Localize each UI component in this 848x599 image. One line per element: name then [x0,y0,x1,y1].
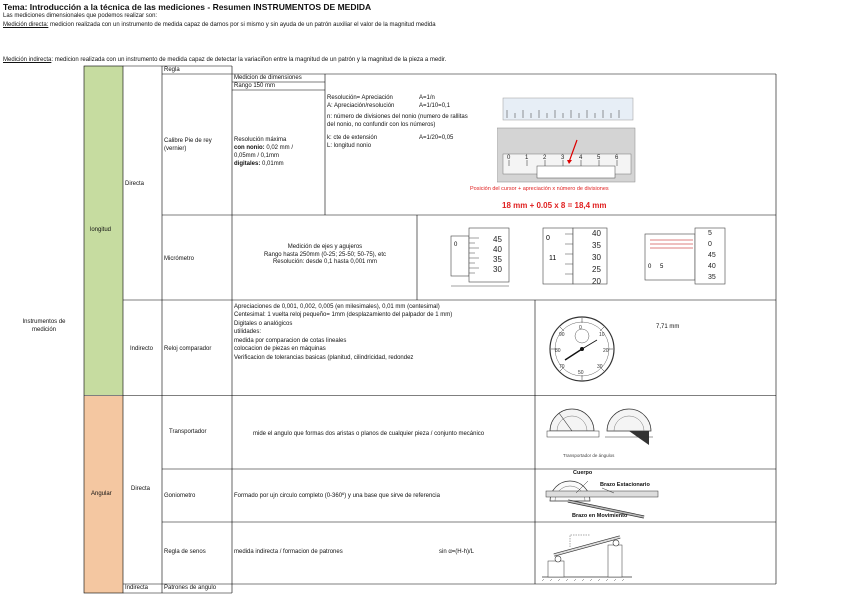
m2-r2: 30 [592,253,601,262]
formula-4-val: A=1/20=0,05 [419,135,454,141]
goniometro-text: Formado por ujn circulo completo (0-360º) y una base que sirve de referencia [234,493,440,499]
micrometer-2 [543,228,607,286]
instrument-goniometro: Goniometro [164,493,196,499]
type-directa: Directa [125,181,145,187]
indirect-label: Medición indirecta [3,57,52,63]
reloj-line4: utilidades: [234,329,262,335]
subtitle: Las mediciones dimensionales que podemos realizar son: [3,13,158,19]
regla-senos-formula: sin α=(H-h)/L [439,549,474,555]
indirect-text: : medicion realizada con un instrumento de medida capaz de detectar la variaciñon entre la magnitud de un patrón y la magnitud de la pieza a medir. [51,57,447,63]
formula-1-val: A=1/n [419,95,435,101]
calibre-medicion: Medicion de dimensiones [234,75,302,81]
vernier-num-3: 3 [561,155,565,161]
instrument-micrometro: Micrómetro [164,256,195,262]
reloj-line5: medida por comparacion de cotas lineales [234,338,347,344]
reloj-line6: colocacion de piezas en máquinas [234,346,326,352]
micrometro-desc [233,244,417,267]
formula-3: n: número de divisiones del nonio (numero de rallitas [327,114,468,120]
direct-text: medicion realizada con un instrumento de medida capaz de darnos por si mismo y sin ayuda de un patrón auxiliar el valor de la magnitud medida [48,22,436,28]
reloj-reading: 7,71 mm [656,324,680,330]
svg-text:50: 50 [578,370,584,376]
vernier-illustration [497,96,637,184]
svg-text:90: 90 [559,332,565,338]
regla-senos-text: medida indirecta / formacion de patrones [234,549,343,555]
svg-text:5: 5 [660,264,664,270]
sine-bar-illustration [540,525,635,581]
group-longitud: longitud [90,227,112,233]
calibre-resolucion-title: Resolución máxima [234,137,287,143]
svg-text:0: 0 [454,242,458,248]
m3-r1: 0 [708,241,712,248]
instrument-reloj: Reloj comparador [164,346,212,352]
m2-r0: 40 [592,229,601,238]
calibre-digitales [234,161,284,169]
calibre-rango: Rango 150 mm [234,83,276,89]
vernier-top-scale [503,98,633,120]
micrometer-1 [451,228,509,286]
reloj-line1: Apreciaciones de 0,001, 0,002, 0,005 (en milesimales), 0,01 mm (centesimal) [234,304,440,310]
instrument-patrones: Patrones de angulo [164,585,217,591]
formula-4: k: cte de extensión [327,135,378,141]
root-label: Instrumentos de medición [22,319,66,333]
goniometro-brazo-mov: Brazo en Movimiento [572,513,628,519]
calibre-nonio [234,145,293,153]
formula-2-val: A=1/10=0,1 [419,103,451,109]
digitales-bold: digitales: [234,161,261,167]
m1-r0: 45 [493,235,502,244]
svg-text:20: 20 [603,348,609,354]
type-indirecto: Indirecto [130,346,154,352]
svg-text:0: 0 [546,235,550,242]
transportador-text: mide el angulo que formas dos aristas o planos de cualquier pieza / conjunto mecánico [253,431,485,437]
instrument-calibre: Calibre Pie de rey (vernier) [164,138,212,152]
vernier-num-5: 5 [597,155,601,161]
nonio-text: 0,02 mm / [264,145,294,151]
vernier-num-6: 6 [615,155,619,161]
vernier-num-2: 2 [543,155,547,161]
m2-r4: 20 [592,277,601,286]
m2-r3: 25 [592,265,601,274]
m3-r4: 35 [708,274,716,281]
goniometro-cuerpo: Cuerpo [573,470,593,476]
page-title: Tema: Introducción a la técnica de las mediciones - Resumen INSTRUMENTOS DE MEDIDA [3,2,372,12]
m1-r3: 30 [493,265,502,274]
formula-2: A: Apreciación/resolución [327,103,395,109]
svg-text:30: 30 [597,364,603,370]
m1-r2: 35 [493,255,502,264]
micrometro-line2: Rango hasta 250mm (0-25; 25-50; 50-75), etc [263,251,387,258]
micrometro-line3: Resolución: desde 0,1 hasta 0,001 mm [272,259,378,265]
vernier-num-4: 4 [579,155,583,161]
svg-text:70: 70 [559,364,565,370]
svg-text:0: 0 [648,264,652,270]
svg-text:0: 0 [579,325,582,331]
micrometro-line1: Medición de ejes y agujeros [287,244,363,250]
m3-r2: 45 [708,252,716,259]
m2-r1: 35 [592,241,601,250]
direct-label: Medición directa: [3,22,49,28]
nonio-bold: con nonio: [234,145,265,151]
vernier-num-1: 1 [525,155,529,161]
protractor-illustration [545,401,655,463]
group-angular: Angular [91,491,112,497]
m3-r3: 40 [708,263,716,270]
vernier-num-0: 0 [507,155,511,161]
dial-gauge [547,314,617,384]
formula-5: L: longitud nonio [327,143,372,149]
calibre-nonio-cont: 0,05mm / 0,1mm [234,153,280,159]
instrument-regla: Regla [164,67,180,73]
m3-r0: 5 [708,230,712,237]
reloj-line2: Centesimal: 1 vuelta reloj pequeño= 1mm (desplazamiento del palpador de 1 mm) [234,312,453,318]
instrument-regla-senos: Regla de senos [164,549,206,555]
type-directa-angular: Directa [131,486,151,492]
vernier-result: 18 mm + 0.05 x 8 = 18,4 mm [502,201,607,210]
micrometer-readings [445,222,765,292]
type-indirecta-angular: Indirecta [125,585,149,591]
instrument-transportador: Transportador [169,429,207,435]
vernier-nonio [537,166,615,178]
svg-text:80: 80 [555,348,561,354]
vernier-caption: Posición del cursor + apreciación x número de divisiones [470,186,609,192]
reloj-line3: Digitales o analógicos [234,321,293,327]
formula-1: Resolución= Apreciación [327,95,393,101]
goniometro-brazo-est: Brazo Estacionario [600,482,650,488]
micrometer-3 [645,228,725,284]
formula-3b: del nonio, no confundir con los números) [327,122,436,128]
svg-text:11: 11 [549,255,557,262]
svg-text:Transportador de ángulos: Transportador de ángulos [563,453,615,458]
m1-r1: 40 [493,245,502,254]
digitales-text: 0,01mm [260,161,284,167]
svg-text:10: 10 [599,332,605,338]
reloj-line7: Verificacion de tolerancias basicas (planitud, cilindricidad, redondez [234,355,414,361]
